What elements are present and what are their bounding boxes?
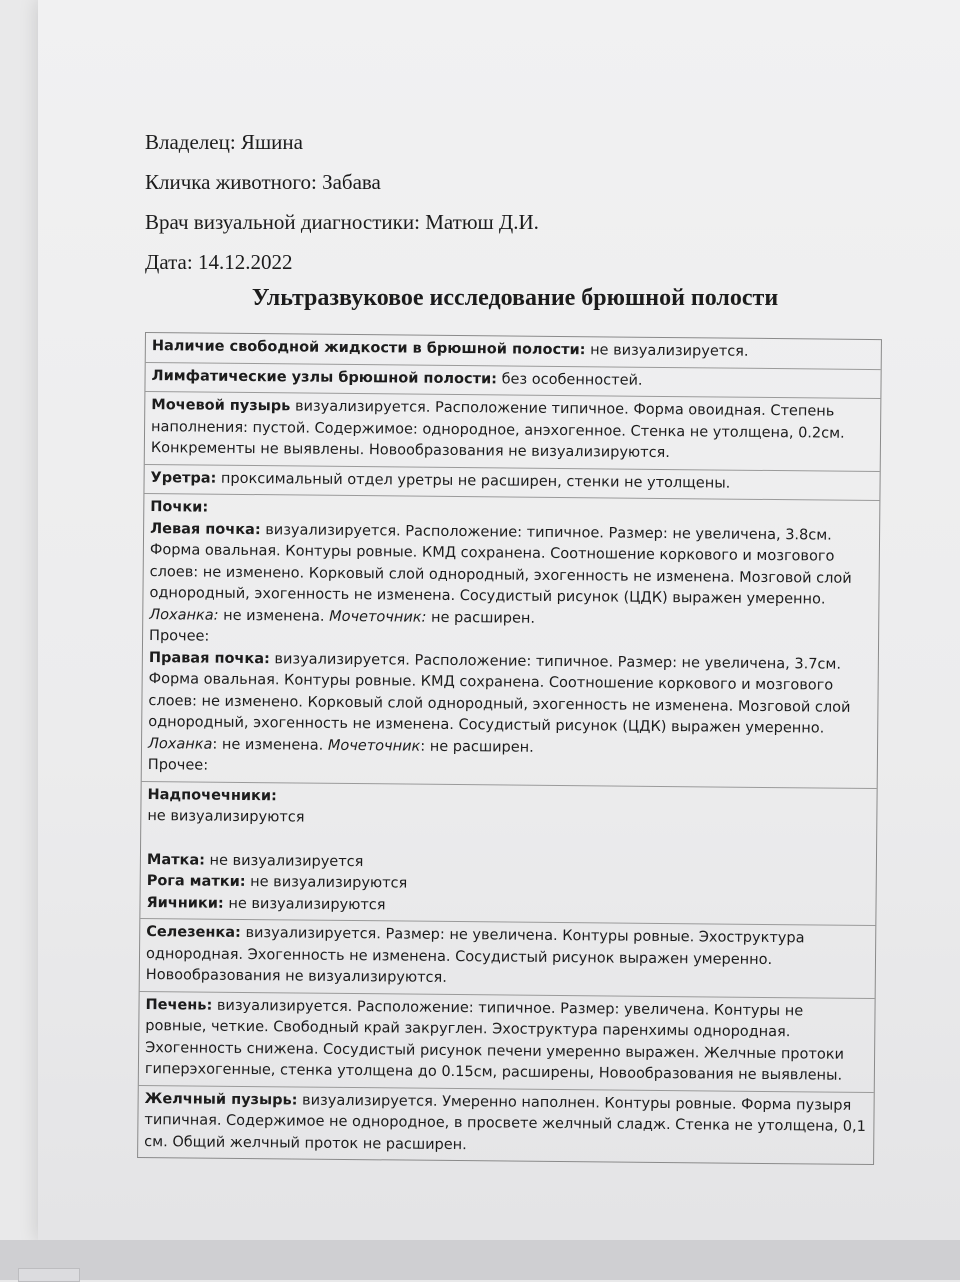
right-kidney-text: визуализируется. Расположение: типичное. Размер: не увеличена, 3.7см. Форма овальная. Контуры ровные. КМД сохранена. Соотношение коркового и мозгового слоев: не изменено. Корковый слой однородный, эхогенность не изменена. Мозговой слой однородный, эхогенность не изменена. Сосудистый рисунок (ЦДК) выражен умеренно.	[148, 650, 851, 737]
right-ureter-text: : не расширен.	[420, 738, 534, 756]
uterine-horns-text: не визуализируются	[245, 873, 408, 892]
left-ureter-label: Мочеточник:	[329, 608, 427, 626]
kidneys-row	[142, 494, 880, 789]
liver-text: визуализируется. Расположение: типичное. Размер: увеличена. Контуры не ровные, четкие. Свободный край закруглен. Эхоструктура паренхимы однородная. Эхогенность снижена. Сосудистый рисунок печени умеренно выражен. Желчные протоки гиперэхогенные, стенка утолщена до 0.15см, расширены, Новообразования не выявлены.	[144, 997, 845, 1084]
left-kidney-text: визуализируется. Расположение: типичное. Размер: не увеличена, 3.8см. Форма овальная. Контуры ровные. КМД сохранена. Соотношение коркового и мозгового слоев: не изменено. Корковый слой однородный, эхогенность не изменена. Мозговой слой однородный, эхогенность не изменена. Сосудистый рисунок (ЦДК) выражен умеренно.	[149, 521, 852, 608]
left-kidney-other: Прочее:	[149, 628, 210, 645]
document-title: Ультразвуковое исследование брюшной полости	[251, 285, 779, 311]
spleen-text: визуализируется. Размер: не увеличена. Контуры ровные. Эхоструктура однородная. Эхогенность не изменена. Сосудистый рисунок выражен умеренно. Новообразования не визуализируются.	[145, 924, 805, 986]
urethra-label: Уретра:	[150, 469, 217, 487]
pet-name-line: Кличка животного: Забава	[145, 170, 381, 194]
uterus-text: не визуализируется	[204, 852, 364, 870]
left-kidney-block	[149, 519, 873, 633]
gallbladder-label: Желчный пузырь:	[144, 1090, 298, 1108]
free-fluid-label: Наличие свободной жидкости в брюшной полости:	[151, 338, 586, 359]
liver-label: Печень:	[145, 996, 213, 1014]
free-fluid-text: не визуализируется.	[585, 342, 749, 360]
right-ureter-label: Мочеточник	[327, 737, 421, 755]
right-pelvis-text: : не изменена.	[212, 736, 328, 754]
right-pelvis-label: Лоханка	[147, 735, 213, 753]
lymph-nodes-label: Лимфатические узлы брюшной полости:	[151, 367, 498, 387]
right-kidney-other: Прочее:	[147, 757, 209, 774]
left-kidney-label: Левая почка:	[150, 520, 261, 538]
right-kidney-block	[148, 648, 872, 762]
ovaries-label: Яичники:	[146, 894, 224, 912]
bladder-row	[145, 392, 881, 472]
left-ureter-text: не расширен.	[426, 609, 536, 627]
owner-line: Владелец: Яшина	[145, 130, 303, 154]
lymph-nodes-text: без особенностей.	[496, 370, 643, 389]
spleen-label: Селезенка:	[146, 924, 241, 941]
adrenals-text: не визуализируются	[147, 808, 305, 826]
gallbladder-row	[138, 1085, 874, 1164]
patient-header	[145, 122, 845, 282]
gallbladder-text: визуализируется. Умеренно наполнен. Контуры ровные. Форма пузыря типичная. Содержимое не однородное, в просвете желчный сладж. Стенка не утолщена, 0,1 см. Общий желчный проток не расширен.	[144, 1091, 866, 1153]
date-line: Дата: 14.12.2022	[145, 250, 293, 274]
ovaries-text: не визуализируются	[223, 895, 386, 913]
left-pelvis-label: Лоханка:	[149, 606, 219, 624]
liver-row	[139, 991, 875, 1092]
right-kidney-label: Правая почка:	[148, 649, 270, 667]
bladder-text: визуализируется. Расположение типичное. Форма овоидная. Степень наполнения: пустой. Содержимое: однородное, анэхогенное. Стенка не утолщена, 0.2см. Конкременты не выявлены. Новообразования не визуализируются.	[150, 398, 845, 462]
kidneys-label: Почки:	[150, 499, 209, 516]
urethra-text: проксимальный отдел уретры не расширен, стенки не утолщены.	[216, 470, 731, 492]
adrenals-row	[140, 781, 876, 926]
doctor-line: Врач визуальной диагностики: Матюш Д.И.	[145, 210, 539, 234]
findings-table	[137, 332, 882, 1165]
monitor-bottom-edge	[0, 1240, 960, 1280]
adrenals-label: Надпочечники:	[147, 786, 277, 804]
bladder-label: Мочевой пузырь	[151, 397, 291, 415]
left-pelvis-text: не изменена.	[218, 607, 330, 625]
uterus-label: Матка:	[146, 851, 206, 869]
spleen-row	[140, 919, 876, 999]
uterine-horns-label: Рога матки:	[146, 873, 246, 890]
